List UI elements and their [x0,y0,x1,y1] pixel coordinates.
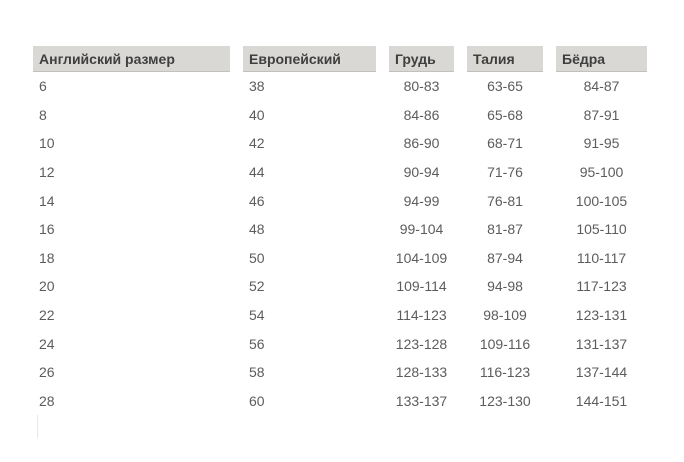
table-cell: 56 [249,335,265,352]
stray-cell-border-line [37,415,38,438]
table-cell: 109-116 [479,335,531,352]
table-cell: 104-109 [395,249,448,266]
table-cell: 10 [39,135,55,152]
table-cell: 131-137 [575,335,628,352]
column-header-chest: Грудь [389,46,454,72]
table-cell: 87-94 [487,249,523,266]
table-cell: 71-76 [487,164,523,181]
table-header [33,46,647,72]
table-row [33,301,647,330]
table-row [33,358,647,387]
table-cell: 48 [249,221,265,238]
column-header-hips: Бёдра [556,46,647,72]
table-cell: 95-100 [579,164,624,181]
table-row [33,329,647,358]
table-cell: 81-87 [487,221,523,238]
table-cell: 68-71 [487,135,523,152]
table-cell: 137-144 [575,364,628,381]
table-cell: 91-95 [583,135,620,152]
table-cell: 18 [39,249,55,266]
table-body [33,72,647,415]
table-row [33,101,647,130]
table-cell: 123-131 [575,307,628,324]
table-cell: 86-90 [403,135,440,152]
table-cell: 100-105 [575,192,628,209]
column-header-english-size: Английский размер [33,46,230,72]
table-cell: 110-117 [576,249,627,266]
table-row [33,158,647,187]
table-cell: 52 [249,278,265,295]
table-cell: 63-65 [487,78,523,95]
table-row [33,129,647,158]
table-cell: 116-123 [479,364,531,381]
table-cell: 80-83 [403,78,440,95]
table-cell: 123-130 [479,392,531,409]
table-cell: 109-114 [396,278,447,295]
table-cell: 123-128 [395,335,448,352]
table-row [33,215,647,244]
table-cell: 65-68 [487,106,523,123]
table-cell: 8 [39,106,47,123]
table-cell: 105-110 [576,221,627,238]
table-cell: 117-123 [576,278,627,295]
table-row [33,244,647,273]
table-cell: 16 [39,221,55,238]
table-cell: 84-87 [583,78,620,95]
table-cell: 87-91 [583,106,620,123]
table-row [33,72,647,101]
table-cell: 133-137 [395,392,448,409]
table-cell: 20 [39,278,55,295]
table-cell: 6 [39,78,47,95]
table-cell: 50 [249,249,265,266]
table-cell: 98-109 [483,307,527,324]
table-cell: 114-123 [396,307,447,324]
table-cell: 60 [249,392,265,409]
table-row [33,186,647,215]
table-cell: 40 [249,106,265,123]
table-header-row [33,46,647,72]
column-header-european-size: Европейский [243,46,376,72]
table-row [33,272,647,301]
table-cell: 128-133 [395,364,448,381]
table-cell: 12 [39,164,55,181]
table-cell: 76-81 [487,192,523,209]
table-cell: 44 [249,164,265,181]
table-cell: 54 [249,307,265,324]
table-cell: 99-104 [399,221,444,238]
table-cell: 90-94 [403,164,440,181]
table-cell: 46 [249,192,265,209]
size-conversion-table [20,46,660,415]
size-conversion-table-container [20,46,660,415]
table-cell: 22 [39,307,55,324]
column-header-waist: Талия [467,46,543,72]
table-cell: 14 [39,192,55,209]
table-cell: 84-86 [403,106,440,123]
table-cell: 94-99 [403,192,440,209]
table-row [33,387,647,416]
table-cell: 26 [39,364,55,381]
table-cell: 24 [39,335,55,352]
table-cell: 58 [249,364,265,381]
table-cell: 28 [39,392,55,409]
table-cell: 94-98 [487,278,523,295]
table-cell: 144-151 [575,392,628,409]
table-cell: 38 [249,78,265,95]
table-cell: 42 [249,135,265,152]
